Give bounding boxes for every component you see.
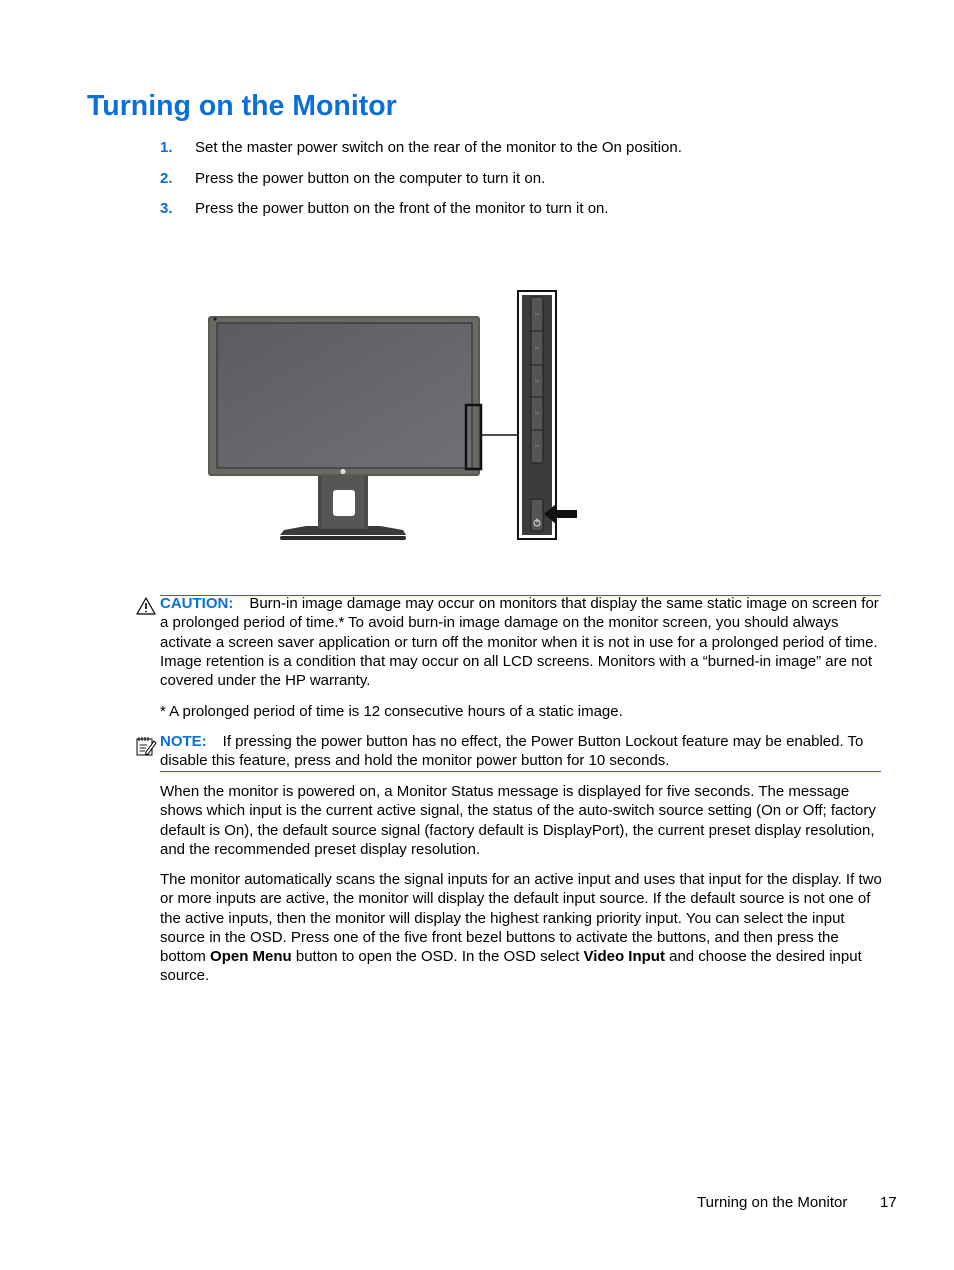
footer-section-title: Turning on the Monitor bbox=[697, 1194, 848, 1211]
paragraph-status-message: When the monitor is powered on, a Monitor Status message is displayed for five seconds. The message shows which input is the current active signal, the status of the auto-switch source setting (On or Off; factory default is On), the default source signal (factory default is DisplayPort), the current preset display resolution, and the recommended preset display resolution. bbox=[160, 783, 876, 858]
monitor-front bbox=[208, 316, 518, 540]
note-bottom-rule bbox=[160, 771, 881, 772]
caution-footnote: * A prolonged period of time is 12 consecutive hours of a static image. bbox=[160, 703, 623, 720]
step-text: Set the master power switch on the rear of the monitor to the On position. bbox=[195, 139, 682, 156]
page-title: Turning on the Monitor bbox=[87, 90, 397, 122]
paragraph-text: The monitor automatically scans the signal inputs for an active input and uses that input for the display. If two or more inputs are active, the monitor will display the default input source. If the default source is not one of the active inputs, then the monitor will display the highest ranking priority input. You can select the input source in the OSD. Press one of the five front bezel buttons to activate the buttons, and then press the bottom bbox=[160, 871, 882, 966]
note-block bbox=[160, 732, 882, 771]
page-number: 17 bbox=[880, 1194, 897, 1211]
note-pad-icon bbox=[135, 735, 157, 757]
caution-label: CAUTION: bbox=[160, 595, 234, 612]
step-text: Press the power button on the front of the monitor to turn it on. bbox=[195, 200, 609, 217]
step-text: Press the power button on the computer to turn it on. bbox=[195, 169, 546, 187]
video-input-term: Video Input bbox=[583, 948, 665, 966]
step-number: 2. bbox=[160, 169, 173, 187]
note-label: NOTE: bbox=[160, 733, 207, 750]
bezel-button-closeup bbox=[518, 291, 556, 539]
paragraph-text: and choose the desired input source. bbox=[160, 948, 862, 985]
note-text: If pressing the power button has no effect, the Power Button Lockout feature may be enabled. To disable this feature, press and hold the monitor power button for 10 seconds. bbox=[160, 733, 864, 770]
paragraph-input-scan bbox=[160, 870, 882, 986]
paragraph-text: button to open the OSD. In the OSD select bbox=[291, 948, 584, 966]
caution-block bbox=[160, 594, 882, 690]
caution-text: Burn-in image damage may occur on monitors that display the same static image on screen for a prolonged period of time.* To avoid burn-in image damage on the monitor screen, you should always activate a screen saver application or turn off the monitor when it is not in use for a prolonged period of time. Image retention is a condition that may occur on all LCD screens. Monitors with a “burned-in image” are not covered under the HP warranty. bbox=[160, 595, 879, 690]
open-menu-term: Open Menu bbox=[210, 948, 292, 966]
warning-triangle-icon bbox=[136, 597, 156, 615]
step-number: 3. bbox=[160, 200, 173, 217]
monitor-illustration bbox=[200, 285, 590, 550]
step-number: 1. bbox=[160, 139, 173, 156]
